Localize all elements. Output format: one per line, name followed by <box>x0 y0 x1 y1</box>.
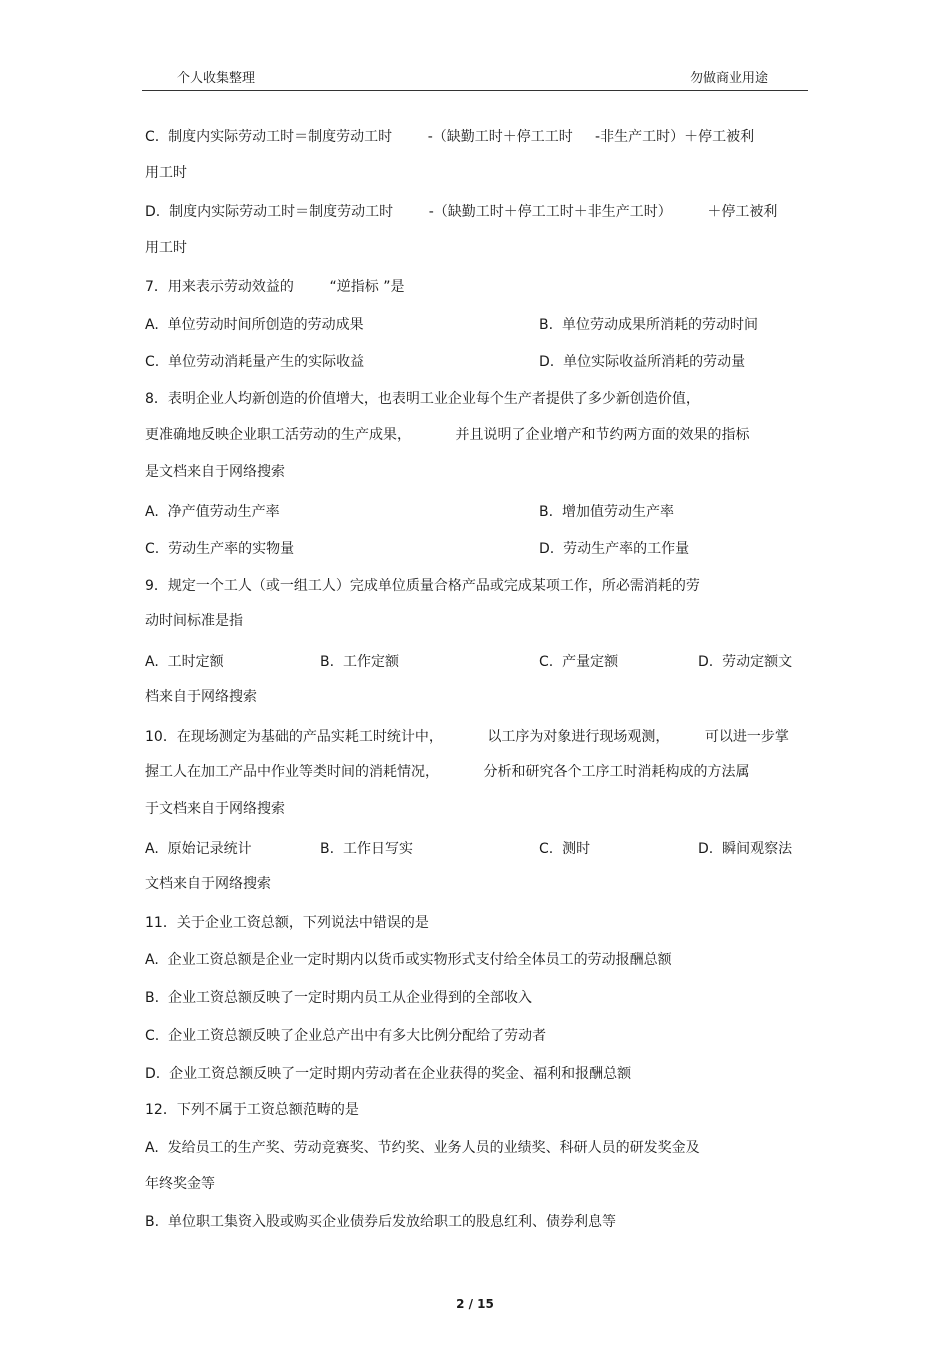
q10-option-b: B. 工作日写实 <box>320 841 413 857</box>
header-right: 勿做商业用途 <box>689 71 768 86</box>
q9-stem: 9．规定一个工人（或一组工人）完成单位质量合格产品或完成某项工作，所必需消耗的劳 <box>145 578 700 594</box>
q12-option-a-cont: 年终奖金等 <box>145 1176 215 1192</box>
q11-option-b: B. 企业工资总额反映了一定时期内员工从企业得到的全部收入 <box>145 990 532 1006</box>
q10-option-d-cont: 文档来自于网络搜索 <box>145 876 271 892</box>
q9-stem-cont: 动时间标准是指 <box>145 613 243 629</box>
q10-option-c: C. 测时 <box>539 841 591 857</box>
q10-stem-cont1: 握工人在加工产品中作业等类时间的消耗情况， 分析和研究各个工序工时消耗构成的方法属 <box>145 764 750 780</box>
q12-stem: 12．下列不属于工资总额范畴的是 <box>145 1102 359 1118</box>
q7-option-c: C. 单位劳动消耗量产生的实际收益 <box>145 354 365 370</box>
q6-option-c: C. 制度内实际劳动工时＝制度劳动工时 -（缺勤工时＋停工工时 -非生产工时）＋停工被利 <box>145 129 755 145</box>
q9-option-d-cont: 档来自于网络搜索 <box>145 689 257 705</box>
q6-option-d: D. 制度内实际劳动工时＝制度劳动工时 -（缺勤工时＋停工工时＋非生产工时） ＋停工被利 <box>145 204 778 220</box>
q8-option-d: D. 劳动生产率的工作量 <box>539 541 690 557</box>
q12-option-b: B. 单位职工集资入股或购买企业债券后发放给职工的股息红利、债券利息等 <box>145 1214 616 1230</box>
q11-option-c: C. 企业工资总额反映了企业总产出中有多大比例分配给了劳动者 <box>145 1028 547 1044</box>
q8-stem: 8．表明企业人均新创造的价值增大，也表明工业企业每个生产者提供了多少新创造价值， <box>145 391 700 407</box>
q7-option-b: B. 单位劳动成果所消耗的劳动时间 <box>539 317 758 333</box>
q7-option-d: D. 单位实际收益所消耗的劳动量 <box>539 354 746 370</box>
q6-option-d-cont: 用工时 <box>145 240 187 256</box>
q10-option-a: A. 原始记录统计 <box>145 841 252 857</box>
q7-stem: 7．用来表示劳动效益的 “逆指标 ”是 <box>145 279 405 295</box>
q8-stem-cont1: 更准确地反映企业职工活劳动的生产成果， 并且说明了企业增产和节约两方面的效果的指标 <box>145 427 750 443</box>
q8-option-c: C. 劳动生产率的实物量 <box>145 541 295 557</box>
q8-option-b: B. 增加值劳动生产率 <box>539 504 674 520</box>
q8-stem-cont2: 是文档来自于网络搜索 <box>145 464 285 480</box>
q6-option-c-cont: 用工时 <box>145 165 187 181</box>
q10-option-d: D. 瞬间观察法 <box>698 841 793 857</box>
q10-stem: 10．在现场测定为基础的产品实耗工时统计中， 以工序为对象进行现场观测， 可以进一步掌 <box>145 729 789 745</box>
header-left: 个人收集整理 <box>177 71 256 86</box>
q7-option-a: A. 单位劳动时间所创造的劳动成果 <box>145 317 364 333</box>
q9-option-b: B. 工作定额 <box>320 654 399 670</box>
q9-option-c: C. 产量定额 <box>539 654 619 670</box>
q10-stem-cont2: 于文档来自于网络搜索 <box>145 801 285 817</box>
q9-option-d: D. 劳动定额文 <box>698 654 793 670</box>
page-number: 2 / 15 <box>456 1297 494 1311</box>
q12-option-a: A. 发给员工的生产奖、劳动竞赛奖、节约奖、业务人员的业绩奖、科研人员的研发奖金及 <box>145 1140 700 1156</box>
q11-option-a: A. 企业工资总额是企业一定时期内以货币或实物形式支付给全体员工的劳动报酬总额 <box>145 952 672 968</box>
header-divider <box>142 90 808 91</box>
q11-option-d: D. 企业工资总额反映了一定时期内劳动者在企业获得的奖金、福利和报酬总额 <box>145 1066 632 1082</box>
q9-option-a: A. 工时定额 <box>145 654 224 670</box>
q11-stem: 11．关于企业工资总额，下列说法中错误的是 <box>145 915 429 931</box>
q8-option-a: A. 净产值劳动生产率 <box>145 504 280 520</box>
